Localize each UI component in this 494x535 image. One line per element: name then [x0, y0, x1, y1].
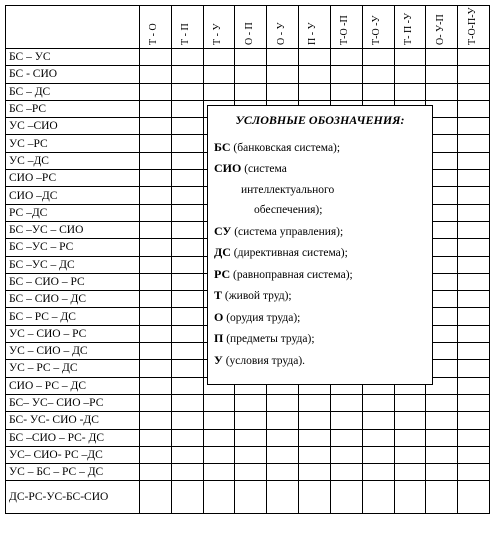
- column-header: [171, 6, 203, 49]
- grid-cell: [171, 429, 203, 446]
- grid-cell: [458, 446, 490, 463]
- legend-item: [214, 221, 426, 243]
- grid-cell: [267, 49, 299, 66]
- column-header-label: Т-О -П: [339, 15, 351, 45]
- grid-cell: [171, 221, 203, 238]
- legend-item: [214, 285, 426, 307]
- grid-cell: [140, 221, 172, 238]
- grid-cell: [330, 412, 362, 429]
- grid-cell: [458, 360, 490, 377]
- table-row: [6, 66, 490, 83]
- legend-text: (система: [244, 163, 287, 175]
- grid-cell: [458, 325, 490, 342]
- grid-cell: [362, 412, 394, 429]
- grid-cell: [235, 446, 267, 463]
- grid-cell: [394, 412, 426, 429]
- legend-text: (условия труда).: [225, 354, 306, 367]
- row-label: БС –СИО – РС- ДС: [6, 429, 140, 446]
- legend-text: (банковская система);: [233, 141, 341, 154]
- column-header-label: Т - О: [148, 23, 160, 45]
- grid-cell: [394, 429, 426, 446]
- grid-cell: [362, 464, 394, 481]
- grid-cell: [171, 343, 203, 360]
- grid-cell: [140, 152, 172, 169]
- grid-cell: [299, 464, 331, 481]
- grid-cell: [426, 446, 458, 463]
- grid-cell: [458, 412, 490, 429]
- grid-cell: [299, 83, 331, 100]
- table-row: [6, 49, 490, 66]
- grid-cell: [299, 49, 331, 66]
- grid-cell: [171, 412, 203, 429]
- legend-item: [214, 180, 426, 201]
- row-label: БС- УС- СИО -ДС: [6, 412, 140, 429]
- row-label: БС –УС – ДС: [6, 256, 140, 273]
- table-row: [6, 446, 490, 463]
- grid-cell: [203, 412, 235, 429]
- grid-cell: [171, 66, 203, 83]
- grid-cell: [426, 394, 458, 411]
- grid-cell: [203, 394, 235, 411]
- legend-text: (система управления);: [234, 225, 344, 238]
- legend-text: (орудия труда);: [226, 311, 301, 324]
- grid-cell: [458, 118, 490, 135]
- grid-cell: [171, 152, 203, 169]
- row-label: УС – СИО – ДС: [6, 343, 140, 360]
- grid-cell: [299, 429, 331, 446]
- grid-cell: [171, 291, 203, 308]
- grid-cell: [235, 49, 267, 66]
- grid-cell: [458, 187, 490, 204]
- grid-cell: [458, 343, 490, 360]
- legend-item: [214, 137, 426, 159]
- grid-cell: [330, 66, 362, 83]
- grid-cell: [330, 481, 362, 514]
- grid-cell: [267, 429, 299, 446]
- grid-cell: [267, 446, 299, 463]
- grid-cell: [458, 49, 490, 66]
- grid-cell: [140, 100, 172, 117]
- grid-cell: [458, 221, 490, 238]
- grid-cell: [171, 239, 203, 256]
- grid-cell: [203, 481, 235, 514]
- grid-cell: [299, 394, 331, 411]
- grid-cell: [171, 204, 203, 221]
- column-header-label: Т-О-П-У: [466, 7, 478, 45]
- grid-cell: [458, 377, 490, 394]
- row-label: УС– СИО- РС –ДС: [6, 446, 140, 463]
- legend-text: (директивная система);: [233, 247, 348, 259]
- grid-cell: [203, 464, 235, 481]
- grid-cell: [330, 83, 362, 100]
- grid-cell: [458, 204, 490, 221]
- legend-abbr: ДС: [214, 245, 231, 259]
- grid-cell: [267, 66, 299, 83]
- grid-cell: [362, 394, 394, 411]
- grid-cell: [426, 412, 458, 429]
- legend-item: [214, 158, 426, 180]
- grid-cell: [458, 291, 490, 308]
- grid-cell: [203, 49, 235, 66]
- grid-cell: [171, 135, 203, 152]
- legend-box: [207, 105, 433, 385]
- row-label: БС – СИО – РС: [6, 273, 140, 290]
- grid-cell: [235, 394, 267, 411]
- legend-abbr: П: [214, 331, 224, 345]
- grid-cell: [426, 481, 458, 514]
- grid-cell: [426, 429, 458, 446]
- grid-cell: [140, 187, 172, 204]
- column-header: [394, 6, 426, 49]
- grid-cell: [140, 291, 172, 308]
- grid-cell: [140, 308, 172, 325]
- grid-cell: [203, 429, 235, 446]
- grid-cell: [458, 394, 490, 411]
- grid-cell: [299, 66, 331, 83]
- table-row: [6, 412, 490, 429]
- corner-cell: [6, 6, 140, 49]
- grid-cell: [235, 412, 267, 429]
- grid-cell: [203, 446, 235, 463]
- grid-cell: [171, 481, 203, 514]
- column-header-label: Т- П -У: [402, 12, 414, 45]
- legend-abbr: О: [214, 309, 224, 324]
- row-label: УС – РС – ДС: [6, 360, 140, 377]
- grid-cell: [140, 343, 172, 360]
- grid-cell: [458, 256, 490, 273]
- row-label: БС –УС – СИО: [6, 221, 140, 238]
- grid-cell: [235, 481, 267, 514]
- grid-cell: [330, 429, 362, 446]
- grid-cell: [171, 170, 203, 187]
- column-header-label: Т - У: [212, 23, 224, 45]
- column-header-label: О - П: [243, 22, 255, 45]
- grid-cell: [140, 66, 172, 83]
- grid-cell: [235, 429, 267, 446]
- table-row: [6, 429, 490, 446]
- grid-cell: [171, 118, 203, 135]
- row-label: БС– УС– СИО –РС: [6, 394, 140, 411]
- grid-cell: [426, 49, 458, 66]
- grid-cell: [171, 394, 203, 411]
- grid-cell: [394, 446, 426, 463]
- grid-cell: [362, 481, 394, 514]
- grid-cell: [267, 83, 299, 100]
- grid-cell: [458, 83, 490, 100]
- row-label: УС –РС: [6, 135, 140, 152]
- row-label: СИО –ДС: [6, 187, 140, 204]
- grid-cell: [140, 325, 172, 342]
- grid-cell: [426, 66, 458, 83]
- column-header: [203, 6, 235, 49]
- grid-cell: [140, 412, 172, 429]
- row-label: РС –ДС: [6, 204, 140, 221]
- grid-cell: [140, 239, 172, 256]
- legend-abbr: СУ: [214, 223, 232, 238]
- column-header: [458, 6, 490, 49]
- row-label: СИО –РС: [6, 170, 140, 187]
- grid-cell: [140, 118, 172, 135]
- legend-abbr: У: [214, 352, 223, 367]
- row-label: БС – РС – ДС: [6, 308, 140, 325]
- grid-cell: [330, 464, 362, 481]
- legend-text: (равноправная система);: [233, 268, 353, 281]
- row-label: БС – СИО – ДС: [6, 291, 140, 308]
- legend-text: (предметы труда);: [226, 333, 315, 345]
- row-label: БС - СИО: [6, 66, 140, 83]
- grid-cell: [140, 464, 172, 481]
- column-header: [362, 6, 394, 49]
- table-row: [6, 464, 490, 481]
- legend-abbr: СИО: [214, 161, 242, 175]
- grid-cell: [171, 100, 203, 117]
- column-header-label: О- У-П: [434, 14, 446, 45]
- grid-cell: [362, 446, 394, 463]
- column-header: [267, 6, 299, 49]
- grid-cell: [140, 273, 172, 290]
- table-row: [6, 481, 490, 514]
- grid-cell: [458, 429, 490, 446]
- header-row: [6, 6, 490, 49]
- row-label: БС – УС: [6, 49, 140, 66]
- grid-cell: [458, 273, 490, 290]
- grid-cell: [235, 464, 267, 481]
- grid-cell: [362, 66, 394, 83]
- row-label: БС –УС – РС: [6, 239, 140, 256]
- row-label: БС –РС: [6, 100, 140, 117]
- grid-cell: [171, 308, 203, 325]
- grid-cell: [140, 135, 172, 152]
- grid-cell: [171, 377, 203, 394]
- grid-cell: [171, 360, 203, 377]
- grid-cell: [171, 325, 203, 342]
- grid-cell: [171, 49, 203, 66]
- grid-cell: [171, 446, 203, 463]
- grid-cell: [458, 152, 490, 169]
- grid-cell: [171, 187, 203, 204]
- grid-cell: [394, 394, 426, 411]
- row-label: УС – БС – РС – ДС: [6, 464, 140, 481]
- legend-item: [214, 307, 426, 329]
- column-header: [426, 6, 458, 49]
- row-label: БС – ДС: [6, 83, 140, 100]
- grid-cell: [394, 66, 426, 83]
- grid-cell: [362, 83, 394, 100]
- grid-cell: [458, 66, 490, 83]
- grid-cell: [140, 360, 172, 377]
- grid-cell: [362, 49, 394, 66]
- grid-cell: [140, 377, 172, 394]
- row-label: УС –СИО: [6, 118, 140, 135]
- grid-cell: [458, 170, 490, 187]
- grid-cell: [267, 464, 299, 481]
- grid-cell: [267, 394, 299, 411]
- grid-cell: [140, 446, 172, 463]
- column-header-label: Т - П: [180, 23, 192, 45]
- grid-cell: [203, 83, 235, 100]
- grid-cell: [426, 83, 458, 100]
- grid-cell: [140, 481, 172, 514]
- grid-cell: [203, 66, 235, 83]
- grid-cell: [235, 66, 267, 83]
- column-header: [140, 6, 172, 49]
- row-label: ДС-РС-УС-БС-СИО: [6, 481, 140, 514]
- legend-item: [214, 264, 426, 286]
- grid-cell: [458, 135, 490, 152]
- grid-cell: [171, 464, 203, 481]
- grid-cell: [426, 464, 458, 481]
- legend-abbr: БС: [214, 139, 231, 154]
- column-header: [235, 6, 267, 49]
- row-label: УС –ДС: [6, 152, 140, 169]
- grid-cell: [299, 446, 331, 463]
- grid-cell: [458, 239, 490, 256]
- grid-cell: [171, 273, 203, 290]
- legend-item: [214, 242, 426, 264]
- grid-cell: [140, 204, 172, 221]
- grid-cell: [140, 83, 172, 100]
- grid-cell: [330, 394, 362, 411]
- column-header-label: О - У: [275, 22, 287, 45]
- grid-cell: [394, 83, 426, 100]
- row-label: УС – СИО – РС: [6, 325, 140, 342]
- grid-cell: [267, 412, 299, 429]
- column-header: [299, 6, 331, 49]
- grid-cell: [458, 100, 490, 117]
- legend-item: [214, 200, 426, 221]
- grid-cell: [362, 429, 394, 446]
- grid-cell: [140, 429, 172, 446]
- legend-abbr: РС: [214, 266, 231, 281]
- grid-cell: [394, 464, 426, 481]
- grid-cell: [394, 49, 426, 66]
- legend-item: [214, 350, 426, 372]
- legend-abbr: Т: [214, 288, 223, 302]
- legend-text: обеспечения);: [254, 204, 323, 216]
- column-header-label: П - У: [307, 22, 319, 45]
- grid-cell: [394, 481, 426, 514]
- grid-cell: [235, 83, 267, 100]
- grid-cell: [458, 481, 490, 514]
- grid-cell: [299, 412, 331, 429]
- row-label: СИО – РС – ДС: [6, 377, 140, 394]
- grid-cell: [171, 83, 203, 100]
- legend-title: УСЛОВНЫЕ ОБОЗНАЧЕНИЯ:: [235, 113, 405, 127]
- grid-cell: [171, 256, 203, 273]
- legend-text: интеллектуального: [241, 183, 335, 196]
- legend-item: [214, 328, 426, 350]
- grid-cell: [140, 256, 172, 273]
- column-header-label: Т-О -У: [371, 15, 383, 45]
- grid-cell: [140, 170, 172, 187]
- grid-cell: [458, 464, 490, 481]
- grid-cell: [140, 394, 172, 411]
- legend-text: (живой труд);: [224, 290, 292, 302]
- grid-cell: [330, 446, 362, 463]
- grid-cell: [330, 49, 362, 66]
- table-row: [6, 83, 490, 100]
- grid-cell: [267, 481, 299, 514]
- grid-cell: [458, 308, 490, 325]
- grid-cell: [140, 49, 172, 66]
- table-row: [6, 394, 490, 411]
- column-header: [330, 6, 362, 49]
- grid-cell: [299, 481, 331, 514]
